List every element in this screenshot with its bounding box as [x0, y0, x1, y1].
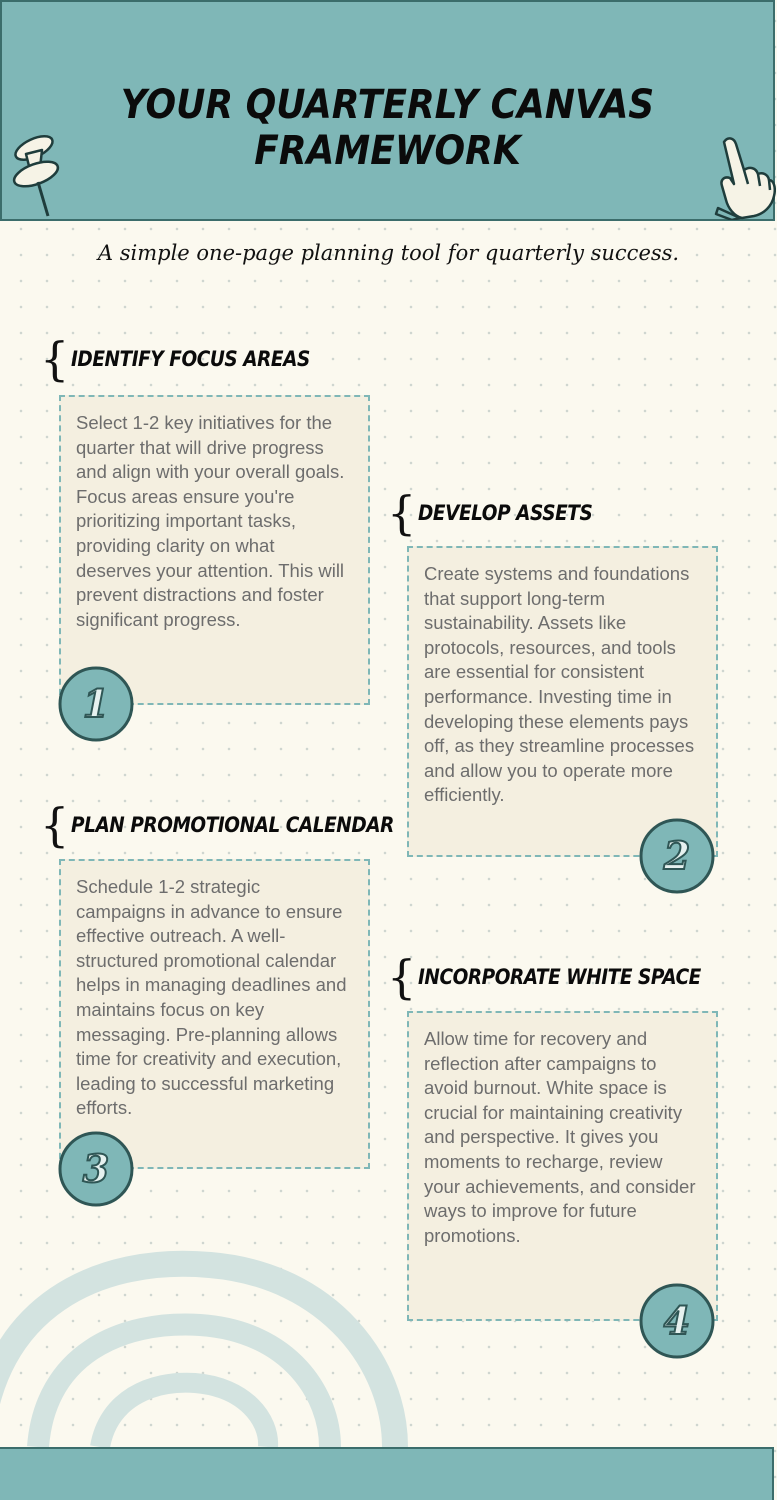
page-title: YOUR QUARTERLY CANVAS FRAMEWORK: [120, 82, 655, 174]
push-pin-icon: [8, 130, 68, 220]
section-title: INCORPORATE WHITE SPACE: [418, 965, 702, 989]
brace-icon: {: [40, 332, 70, 386]
number-badge-3: [57, 1130, 135, 1208]
section-heading-1: [40, 332, 343, 386]
header-banner: [0, 0, 775, 221]
footer-banner: [0, 1447, 774, 1500]
swirl-decoration: [0, 1225, 420, 1447]
section-text: Allow time for recovery and reflection after campaigns to avoid burnout. White space is crucial for maintaining creativity and perspective. It gives you moments to recharge, review your achievements, and consider ways to improve for future promotions.: [424, 1028, 696, 1246]
number-badge-1: [57, 665, 135, 743]
section-card-2: [407, 546, 718, 857]
section-text: Select 1-2 key initiatives for the quarter that will drive progress and align with your overall goals. Focus areas ensure you're prioritizing important tasks, providing clarity on what deserves your attention. This will prevent distractions and foster significant progress.: [76, 412, 345, 630]
section-title: IDENTIFY FOCUS AREAS: [71, 347, 311, 371]
section-heading-4: [387, 950, 740, 1004]
section-text: Create systems and foundations that support long-term sustainability. Assets like protocols, resources, and tools are essential for consistent performance. Investing time in developing these elements pays off, as they streamline processes and allow you to operate more efficiently.: [424, 563, 695, 806]
section-title: DEVELOP ASSETS: [418, 501, 593, 525]
section-heading-3: [40, 798, 438, 852]
brace-icon: {: [387, 950, 417, 1004]
brace-icon: {: [40, 798, 70, 852]
badge-number: 4: [663, 1298, 691, 1343]
section-text: Schedule 1-2 strategic campaigns in advance to ensure effective outreach. A well-structured promotional calendar helps in managing deadlines and maintains focus on key messaging. Pre-planning allows time for creativity and execution, leading to successful marketing efforts.: [76, 876, 347, 1119]
badge-number: 2: [663, 833, 691, 878]
brace-icon: {: [387, 486, 417, 540]
section-card-3: [59, 859, 370, 1169]
number-badge-4: [638, 1282, 716, 1360]
badge-number: 3: [82, 1146, 110, 1191]
section-heading-2: [387, 486, 616, 540]
section-card-4: [407, 1011, 718, 1321]
section-title: PLAN PROMOTIONAL CALENDAR: [71, 813, 395, 837]
number-badge-2: [638, 817, 716, 895]
badge-number: 1: [82, 681, 110, 726]
subtitle: A simple one-page planning tool for quarterly success.: [97, 241, 680, 265]
section-card-1: [59, 395, 370, 705]
pointing-hand-icon: [714, 134, 776, 220]
